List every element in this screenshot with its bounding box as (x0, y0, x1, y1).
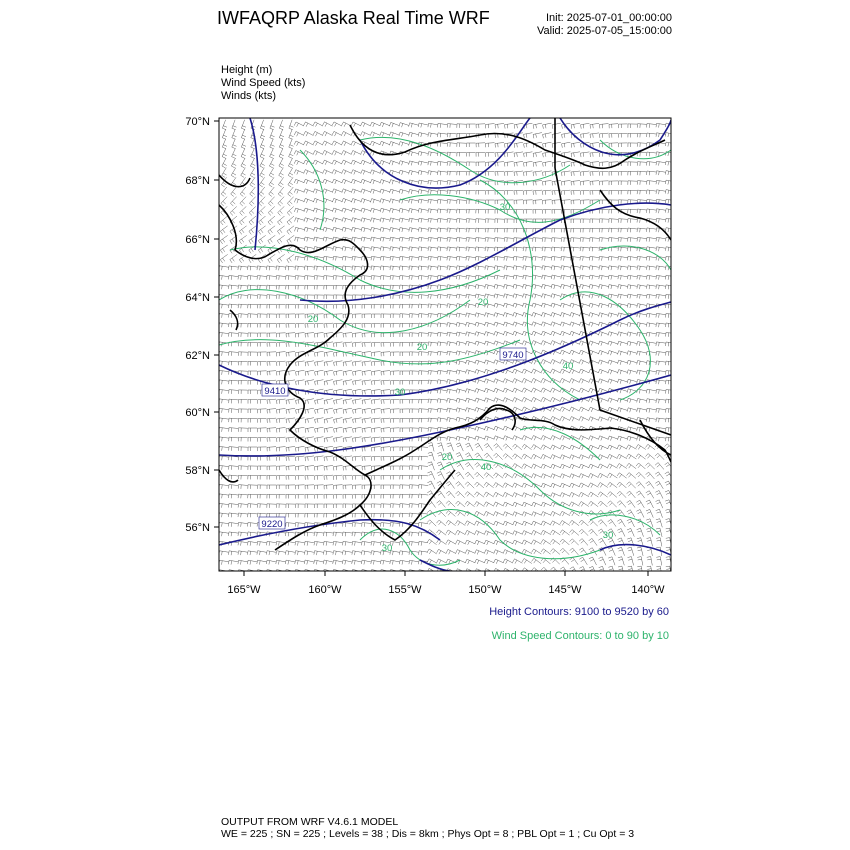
wind-contour-labels (308, 202, 614, 554)
lon-label: 160°W (308, 584, 342, 596)
height-label: 9740 (502, 350, 524, 361)
wind-label: 20 (441, 452, 453, 463)
model-footer (221, 816, 634, 840)
wind-label: 40 (480, 462, 492, 473)
height-label: 9410 (264, 386, 286, 397)
wind-label: 20 (477, 297, 489, 308)
wind-label: 40 (562, 361, 574, 372)
model-version: OUTPUT FROM WRF V4.6.1 MODEL (221, 816, 399, 828)
init-time: Init: 2025-07-01_00:00:00 (546, 12, 672, 24)
lat-label: 66°N (185, 234, 210, 246)
height-label: 9220 (261, 519, 283, 530)
height-contour-note: Height Contours: 9100 to 9520 by 60 (489, 606, 669, 618)
wind-label: 30 (381, 543, 393, 554)
wind-label: 30 (499, 202, 511, 213)
latitude-labels (185, 116, 210, 534)
lat-label: 56°N (185, 522, 210, 534)
lon-label: 140°W (631, 584, 665, 596)
variable-wind-speed: Wind Speed (kts) (221, 77, 306, 89)
variable-winds: Winds (kts) (221, 90, 276, 102)
longitude-labels (227, 584, 665, 596)
wind-speed-contours (219, 137, 671, 565)
wind-label: 30 (394, 387, 406, 398)
model-config: WE = 225 ; SN = 225 ; Levels = 38 ; Dis = 8km ; Phys Opt = 8 ; PBL Opt = 1 ; Cu Opt = 3 (221, 828, 635, 840)
lat-label: 70°N (185, 116, 210, 128)
map-title: IWFAQRP Alaska Real Time WRF (217, 8, 490, 28)
lat-label: 68°N (185, 175, 210, 187)
lat-label: 64°N (185, 292, 210, 304)
wind-label: 30 (602, 530, 614, 541)
wind-contour-note: Wind Speed Contours: 0 to 90 by 10 (491, 630, 669, 642)
wind-label: 20 (416, 342, 428, 353)
lon-label: 145°W (548, 584, 582, 596)
lat-label: 62°N (185, 350, 210, 362)
variable-height: Height (m) (221, 64, 273, 76)
lat-label: 58°N (185, 465, 210, 477)
valid-time: Valid: 2025-07-05_15:00:00 (537, 25, 672, 37)
lon-label: 150°W (468, 584, 502, 596)
lat-label: 60°N (185, 407, 210, 419)
wind-label: 20 (307, 314, 319, 325)
lon-label: 155°W (388, 584, 422, 596)
lon-label: 165°W (227, 584, 261, 596)
